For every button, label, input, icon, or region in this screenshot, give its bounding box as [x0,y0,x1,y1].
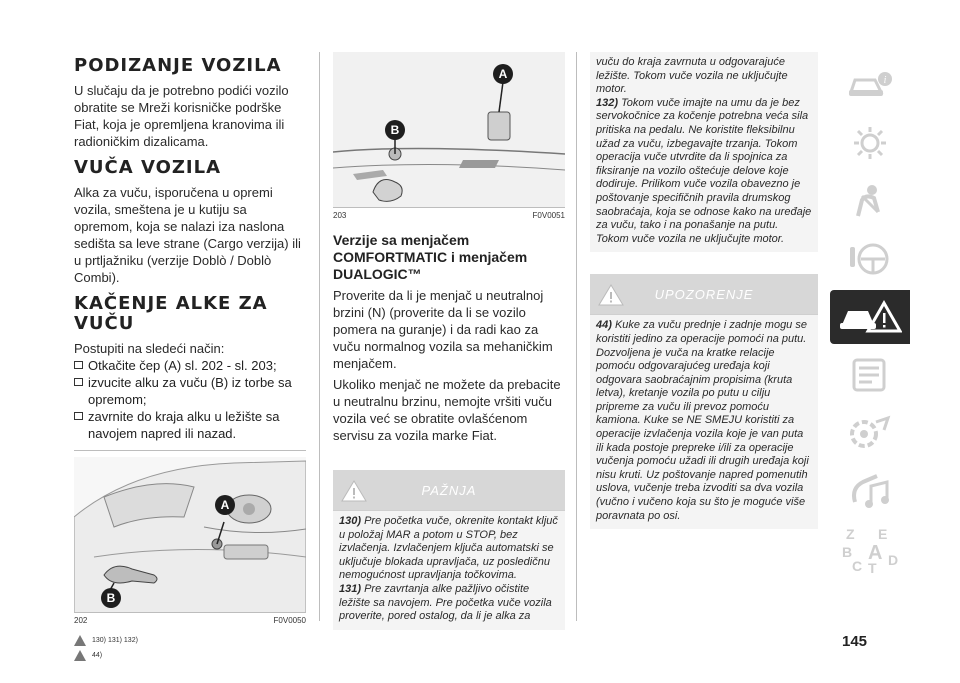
column-divider [319,52,320,621]
heading-towing: VUČA VOZILA [74,157,222,178]
chapter-tab-warning-lights[interactable] [830,116,910,170]
tech-data-icon [848,414,892,452]
note-text: vuču do kraja zavrnuta u odgovarajuće ležište. Tokom vuče vozila ne uključujte motor. [596,56,788,96]
column-2 [333,52,565,630]
maintenance-icon [850,356,890,394]
car-info-icon [847,70,893,100]
note-text: Tokom vuče imajte na umu da je bez servokočnice za kočenje potrebna veća sila pritiska na pedalu. Ne koristite fleksibilnu užad za vuču, izbegavajte trzanja. Tokom operacija vuče utvrdite da li spojnica za fiksiranje na vozilo oštećuje delove koje dodiruje. Prilikom vuče vozila obavezno je poštovanje specifičnih pravila drumskog saobraćaja, koja se odnose kako na uređaje za vuču, tako i na ponašanje na putu. Tokom vuče vozila ne uključujte motor. [596,96,812,245]
callout-header [590,274,818,314]
svg-text:i: i [883,75,887,86]
callout-header [333,470,565,510]
callout-continued [590,52,818,252]
label-a-badge: A [215,495,235,515]
note-number: 131) [339,582,362,595]
list-item: zavrnite do kraja alku u ležište sa navojem napred ili nazad. [74,408,306,442]
caution-references: 130) 131) 132) [74,635,306,646]
column-1 [74,52,306,661]
column-3 [590,52,818,529]
car-rear-illustration [333,52,565,208]
callout-title: PAŽNJA [421,482,477,498]
chapter-tab-index[interactable] [830,522,910,580]
figure-code: F0V0050 [273,616,306,625]
paragraph-hook-intro: Postupiti na sledeći način: [74,341,225,356]
caution-callout [333,470,565,630]
chapter-tab-safety[interactable] [830,174,910,228]
figure-number: 203 [333,211,347,220]
caution-triangle-icon [74,635,86,646]
checkbox-icon [74,361,83,369]
checkbox-icon [74,412,83,420]
multimedia-icon [847,472,893,510]
divider [74,450,306,451]
paragraph-gearbox-2: Ukoliko menjač ne možete da prebacite u neutralnu brzinu, nemojte vršiti vuču vozila već se obratite ovlašćenom servisu za vozila marke Fiat. [333,377,561,443]
callout-body [590,314,818,529]
warning-triangle-icon [598,284,624,306]
heading-gearbox: Verzije sa menjačem COMFORTMATIC i menjačem DUALOGIC™ [333,232,528,282]
callout-body [333,510,565,630]
note-number: 44) [596,319,612,332]
figure-code: F0V0051 [532,211,565,220]
caution-triangle-icon [341,480,367,502]
note-text: Kuke za vuču prednje i zadnje mogu se koristiti jedino za operacije pomoći na putu. Dozvoljena je vuča na kratke relacije pomoću odgovarajućeg uređaja koji odgovara saobraćajnim propisima (kruta letva), kretanje vozila po putu u cilju pripreme za vuču ili prevoz pomoću kamiona. Kuke se NE SMEJU koristiti za operacije izvlačenja vozila koje je van puta ili kada postoje prepreke i/ili za operacije vučenja pomoću užadi ili drugih uređaja koji nisu kruti. Uz poštovanje napred pomenutih uslova, vučenje treba izvoditi sa dva vozila (vučno i vučeno koja su što je moguće više poravnata po osi. [596,319,809,522]
paragraph-towing: Alka za vuču, isporučena u opremi vozila, smeštena je u kutiju sa opremom, koja se nalazi iza naslona sedišta sa leve strane (Cargo verzija) ili u prtljažniku (verzije Doblò / Doblò Combi). [74,185,301,285]
figure-number: 202 [74,616,88,625]
chapter-tab-starting-driving[interactable] [830,232,910,286]
paragraph-lifting: U slučaju da je potrebno podići vozilo obratite se Mreži korisničke podrške Fiat, koja je opremljena kranovima ili radioničkim dizalicama. [74,83,289,149]
figure-caption [74,616,306,625]
heading-hook: KAČENJE ALKE ZA VUČU [74,293,268,334]
chapter-tab-technical-data[interactable] [830,406,910,460]
note-text: Pre početka vuče, okrenite kontakt ključ u položaj MAR a potom u STOP, bez izvlačenja. Izvlačenjem ključa automatski se uključuje blokada upravljača, uz posledičnu nemogućnost upravljanja točkovima. [339,515,558,582]
emergency-icon [838,297,902,337]
label-a-badge: A [493,64,513,84]
safety-icon [848,182,892,220]
figure-202 [74,457,306,613]
heading-lifting: PODIZANJE VOZILA [74,55,282,76]
chapter-tab-maintenance[interactable] [830,348,910,402]
note-number: 130) [339,515,362,527]
warning-callout [590,274,818,529]
chapter-tab-emergency[interactable] [830,290,910,344]
callout-title: UPOZORENJE [654,286,754,302]
chapter-tab-multimedia[interactable] [830,464,910,518]
steering-key-icon [847,241,893,277]
label-b-badge: B [385,120,405,140]
column-divider [576,52,577,621]
warning-lights-icon [850,125,890,161]
list-item: Otkačite čep (A) sl. 202 - sl. 203; [74,357,306,374]
checkbox-icon [74,378,83,386]
index-icon: Z E B A C T D [842,526,899,576]
note-text: Pre zavrtanja alke pažljivo očistite ležište sa navojem. Pre početka vuče vozila proverite, pored ostalog, da li je alka za [339,582,552,623]
chapter-tab-car-info[interactable] [830,58,910,112]
paragraph-gearbox-1: Proverite da li je menjač u neutralnoj brzini (N) (proverite da li se vozilo pomera na guranje) i da radi kao za vuču normalnog vozila sa mehaničkim menjačem. [333,288,553,371]
figure-caption [333,211,565,220]
note-number: 132) [596,96,619,109]
warning-triangle-icon [74,650,86,661]
list-item: izvucite alku za vuču (B) iz torbe sa opremom; [74,374,306,408]
figure-203 [333,52,565,208]
chapter-sidebar [830,58,910,584]
warning-references: 44) [74,650,306,661]
page-number: 145 [842,633,868,650]
label-b-badge: B [101,588,121,608]
